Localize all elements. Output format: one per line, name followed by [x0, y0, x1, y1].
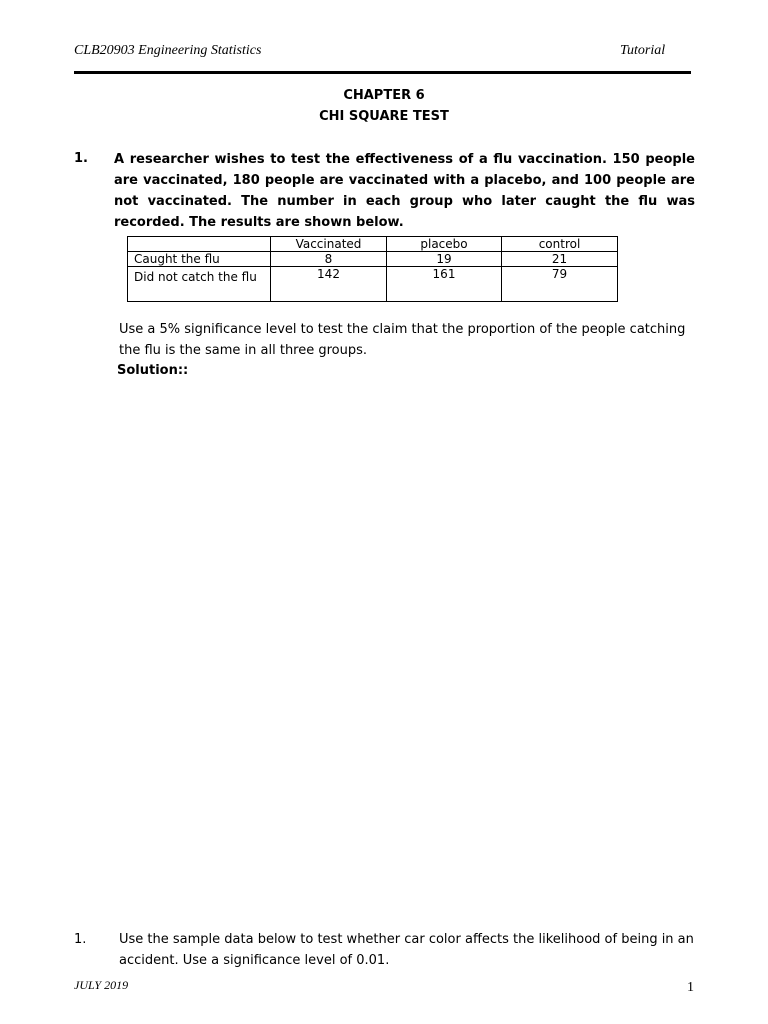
header-type: Tutorial — [620, 43, 666, 58]
table-header-cell: placebo — [387, 237, 502, 252]
table-row — [128, 267, 618, 302]
question-1-text: A researcher wishes to test the effectiveness of a flu vaccination. 150 people are vaccinated, 180 people are vaccinated with a placebo, and 100 people are not vaccinated. The number in each group who later caught the flu was recorded. The results are shown below. — [114, 152, 695, 230]
chapter-title: CHI SQUARE TEST — [319, 109, 449, 124]
footer-date: JULY 2019 — [74, 978, 129, 992]
question-2-text: Use the sample data below to test whether car color affects the likelihood of being in an accident. Use a significance level of 0.01. — [119, 932, 694, 968]
solution-label: Solution:: — [117, 363, 189, 378]
table-header-cell: control — [502, 237, 618, 252]
table-header-row — [128, 237, 618, 252]
chapter-number: CHAPTER 6 — [343, 88, 425, 103]
question-2-number: 1. — [74, 932, 87, 947]
table-cell: 79 — [502, 267, 618, 302]
table-cell: 142 — [271, 267, 387, 302]
question-1-number: 1. — [74, 151, 88, 166]
header-course: CLB20903 Engineering Statistics — [74, 43, 262, 58]
table-row-label: Caught the flu — [128, 252, 271, 267]
table-header-cell: Vaccinated — [271, 237, 387, 252]
question-1-instruction: Use a 5% significance level to test the claim that the proportion of the people catching the flu is the same in all three groups. — [119, 322, 686, 358]
table-row-label: Did not catch the flu — [128, 267, 271, 302]
table-header-cell — [128, 237, 271, 252]
table-cell: 161 — [387, 267, 502, 302]
flu-results-table — [127, 236, 618, 302]
table-row — [128, 252, 618, 267]
table-cell: 8 — [271, 252, 387, 267]
header-divider — [74, 71, 691, 74]
page-number: 1 — [687, 980, 694, 995]
table-cell: 21 — [502, 252, 618, 267]
table-cell: 19 — [387, 252, 502, 267]
